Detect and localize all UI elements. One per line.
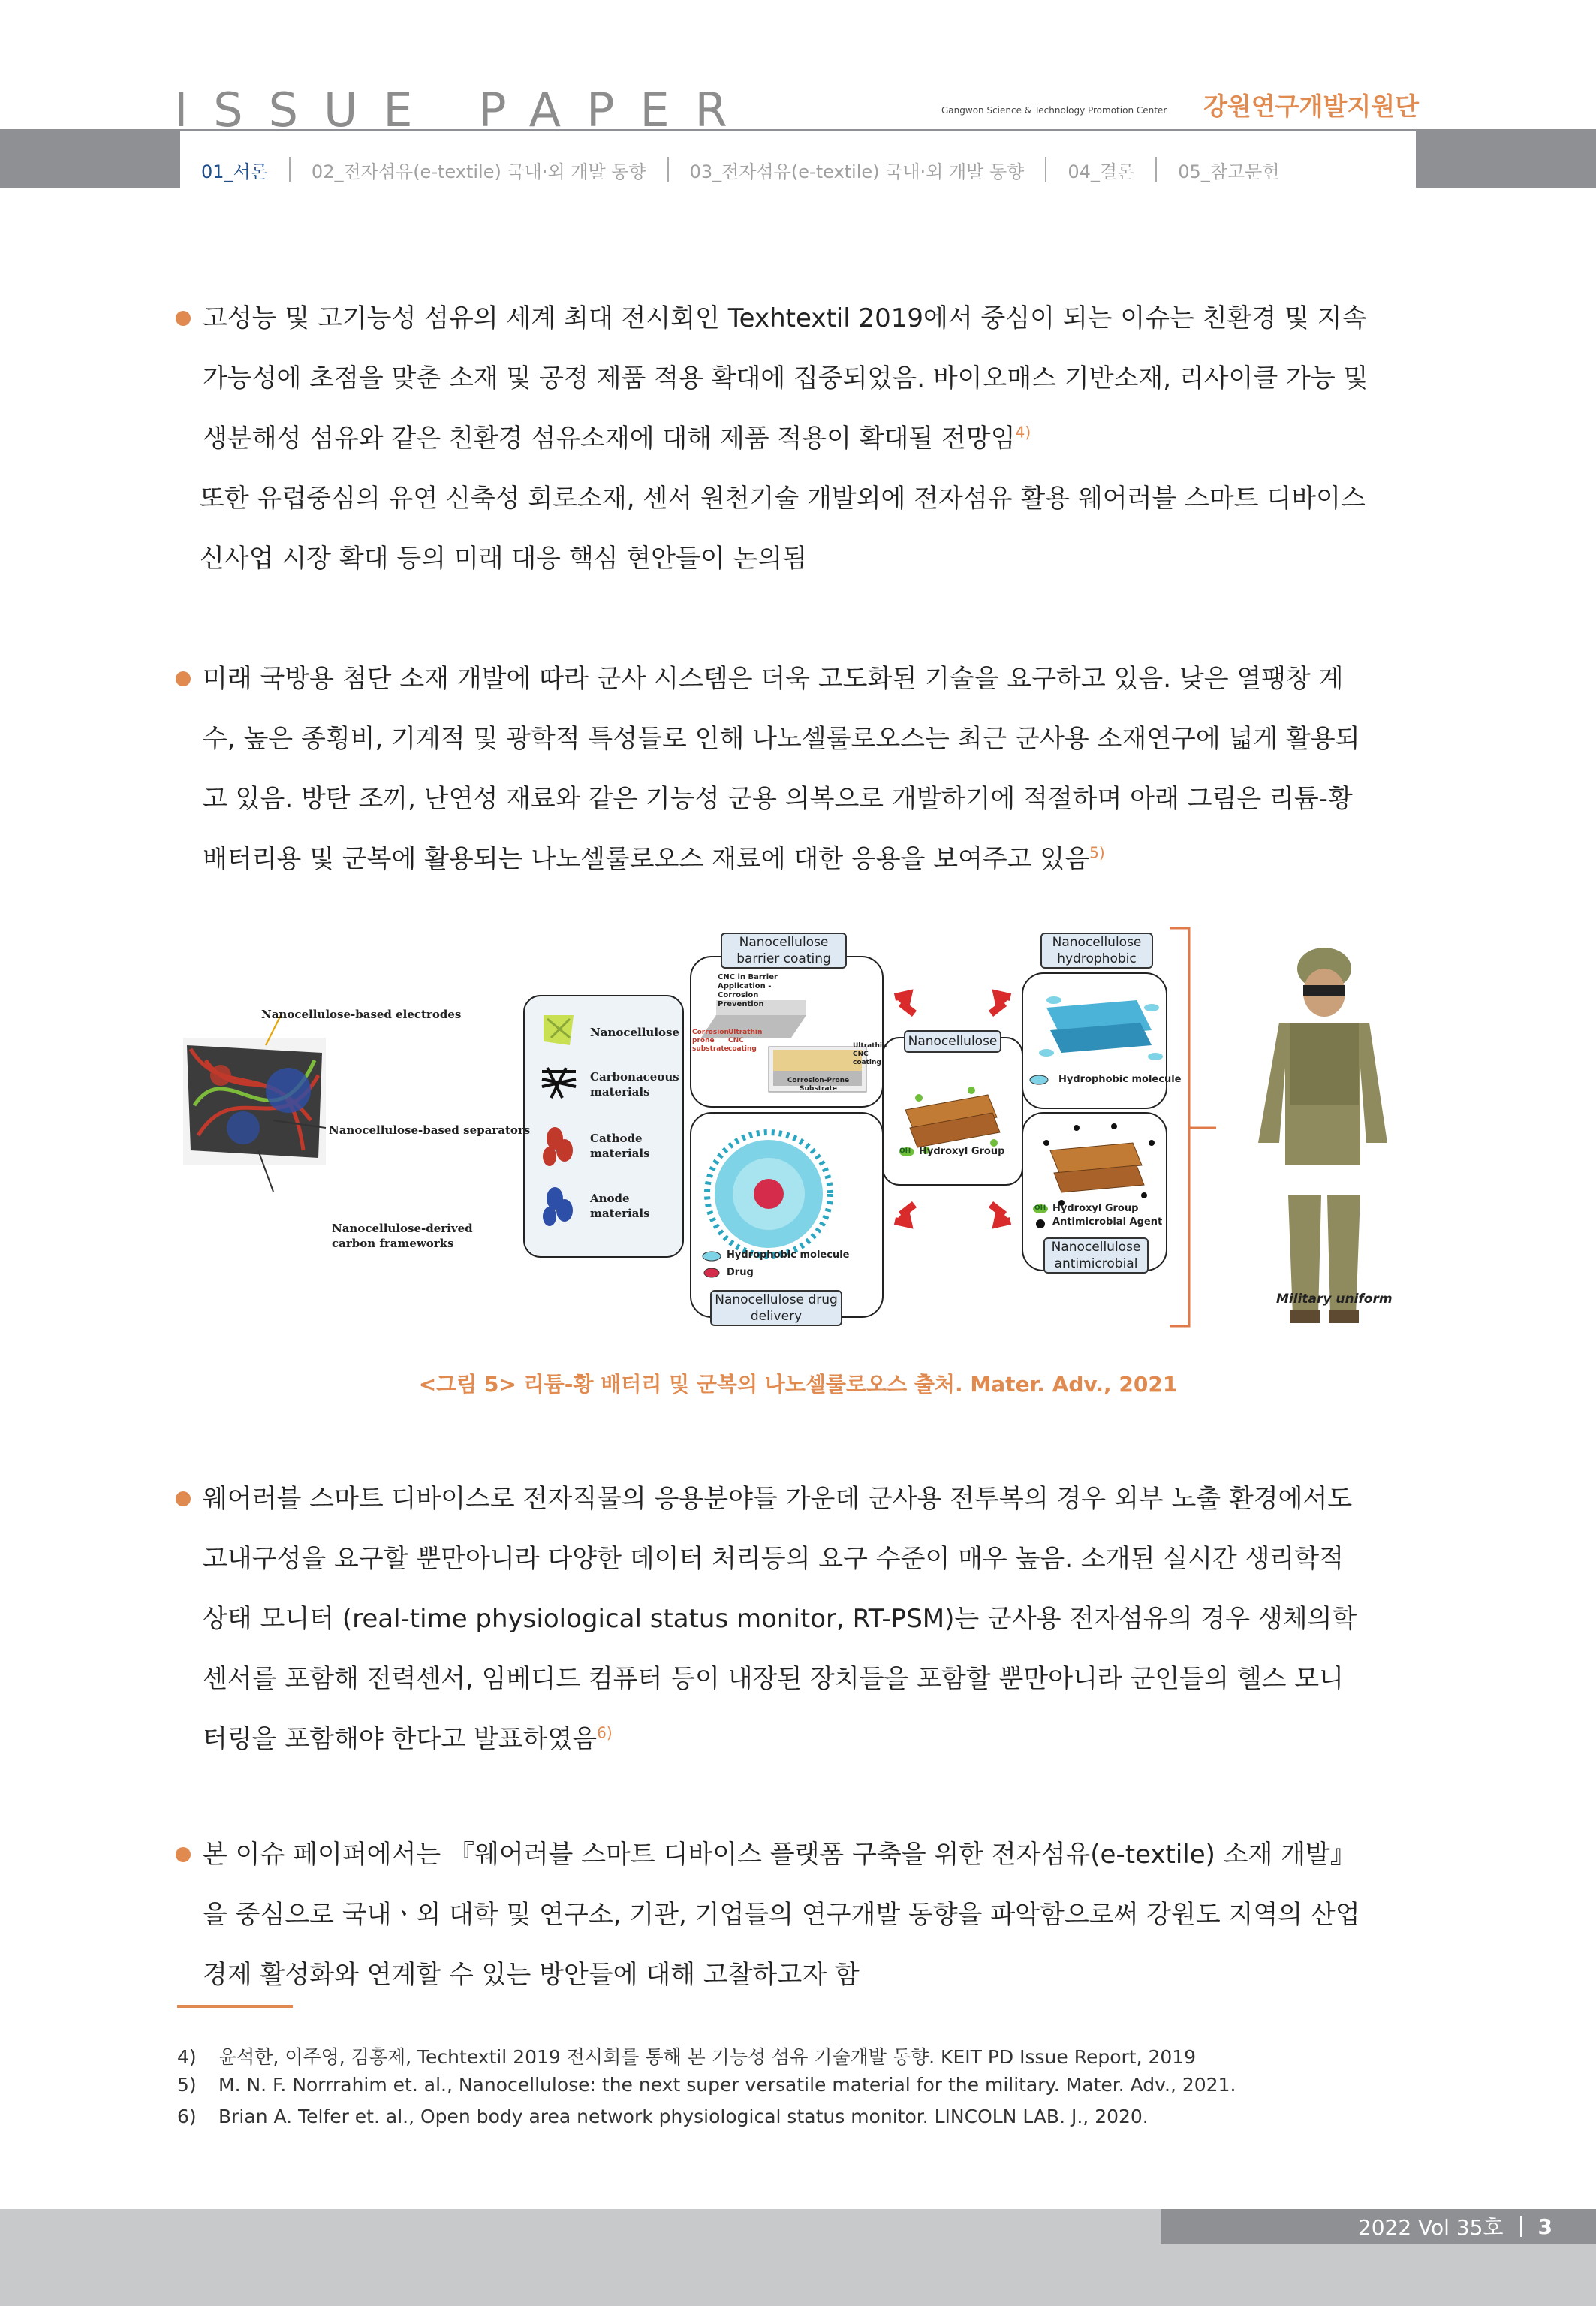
text-line: 고성능 및 고기능성 섬유의 세계 최대 전시회인 Texhtextil 2019에서 중심이 되는 이슈는 친환경 및 지속 <box>203 303 1367 333</box>
text-line: 미래 국방용 첨단 소재 개발에 따라 군사 시스템은 더욱 고도화된 기술을 요구하고 있음. 낮은 열팽창 계 <box>203 664 1344 694</box>
bullet-icon <box>176 1491 191 1506</box>
legend-anode: Anode materials <box>590 1192 650 1220</box>
label-carbon-frameworks: Nanocellulose-derived carbon frameworks <box>332 1222 473 1250</box>
footnote-ref[interactable]: 4) <box>1015 423 1031 442</box>
header-bar-right <box>1416 129 1596 188</box>
footnote-6 <box>177 2106 1149 2127</box>
text-line: 수, 높은 종횡비, 기계적 및 광학적 특성들로 인해 나노셀룰로오스는 최근 군사용 소재연구에 넓게 활용되 <box>203 724 1360 754</box>
box-barrier-coating: Nanocellulose barrier coating <box>721 933 847 969</box>
bullet-icon <box>176 671 191 686</box>
nav-references[interactable]: 05_참고문헌 <box>1178 161 1280 182</box>
text-line: 가능성에 초점을 맞춘 소재 및 공정 제품 적용 확대에 집중되었음. 바이오매스 기반소재, 리사이클 가능 및 <box>203 363 1369 393</box>
label-ultrathin: Ultrathin CNC coating <box>728 1029 763 1053</box>
bullet-icon <box>176 1847 191 1862</box>
text-line: 신사업 시장 확대 등의 미래 대응 핵심 현안들이 논의됨 <box>200 544 808 574</box>
legend-nanocellulose: Nanocellulose <box>590 1026 680 1039</box>
box-hydrophobic: Nanocellulose hydrophobic <box>1040 933 1153 969</box>
text-line-content: 배터리용 및 군복에 활용되는 나노셀룰로오스 재료에 대한 응용을 보여주고 있음 <box>203 844 1090 874</box>
soldier-image <box>1258 948 1387 1323</box>
footnote-rule <box>177 2005 293 2008</box>
nav-domestic-trends[interactable]: 02_전자섬유(e-textile) 국내·외 개발 동향 <box>311 161 646 182</box>
volume-label: 2022 Vol 35호 <box>1357 2215 1504 2240</box>
nav-overseas-trends[interactable]: 03_전자섬유(e-textile) 국내·외 개발 동향 <box>689 161 1025 182</box>
footer-divider <box>1520 2216 1522 2237</box>
label-hydrophobic-molecule: Hydrophobic molecule <box>1058 1074 1182 1085</box>
header-bar-left <box>0 129 180 188</box>
figure-caption: <그림 5> 리튬-황 배터리 및 군복의 나노셀룰로오스 출처. Mater. Adv., 2021 <box>418 1372 1178 1397</box>
label-separators: Nanocellulose-based separators <box>329 1123 531 1137</box>
footnote-4 <box>177 2042 1196 2069</box>
label-ultrathin-2: Ultrathin CNC coating <box>853 1042 887 1066</box>
box-antimicrobial: Nanocellulose antimicrobial <box>1043 1237 1149 1274</box>
label-drug: Drug <box>727 1267 754 1278</box>
nav-conclusion[interactable]: 04_결론 <box>1068 161 1135 182</box>
label-hydrophobic-molecule-2: Hydrophobic molecule <box>727 1249 850 1261</box>
label-oh-2: OH <box>1034 1204 1046 1212</box>
text-line: 웨어러블 스마트 디바이스로 전자직물의 응용분야들 가운데 군사용 전투복의 경우 외부 노출 환경에서도 <box>203 1484 1353 1514</box>
footnote-number: 4) <box>177 2046 197 2068</box>
section-nav <box>180 155 1416 185</box>
text-line: 경제 활성화와 연계할 수 있는 방안들에 대해 고찰하고자 함 <box>203 1960 860 1990</box>
text-line: 고 있음. 방탄 조끼, 난연성 재료와 같은 기능성 군용 의복으로 개발하기에 적절하며 아래 그림은 리튬-황 <box>203 784 1353 814</box>
text-line: 상태 모니터 (real-time physiological status monitor, RT-PSM)는 군사용 전자섬유의 경우 생체의학 <box>203 1604 1357 1634</box>
nanocellulose-legend-icon <box>544 1015 574 1045</box>
label-electrodes: Nanocellulose-based electrodes <box>261 1008 462 1021</box>
label-corrosion-prone: Corrosion prone substrate <box>692 1029 729 1053</box>
box-nanocellulose: Nanocellulose <box>904 1030 1001 1053</box>
text-line: 센서를 포함해 전력센서, 임베디드 컴퓨터 등이 내장된 장치들을 포함할 뿐만아니라 군인들의 헬스 모니 <box>203 1664 1344 1694</box>
text-line-content: 터링을 포함해야 한다고 발표하였음 <box>203 1724 598 1754</box>
text-line <box>177 829 1420 889</box>
footnote-text: M. N. F. Norrrahim et. al., Nanocellulose: the next super versatile material for the military. Mater. Adv., 2021. <box>218 2074 1236 2096</box>
text-line-content: 생분해성 섬유와 같은 친환경 섬유소재에 대해 제품 적용이 확대될 전망임 <box>203 424 1016 454</box>
text-line: 을 중심으로 국내ㆍ외 대학 및 연구소, 기관, 기업들의 연구개발 동향을 파악함으로써 강원도 지역의 산업 <box>203 1900 1360 1930</box>
center-name-english: Gangwon Science & Technology Promotion Center <box>941 105 1167 116</box>
footnote-5 <box>177 2074 1236 2096</box>
box-drug-delivery: Nanocellulose drug delivery <box>710 1290 842 1326</box>
organization-name: 강원연구개발지원단 <box>1203 92 1419 121</box>
footnote-text: 윤석한, 이주영, 김홍제, Techtextil 2019 전시회를 통해 본 기능성 섬유 기술개발 동향. KEIT PD Issue Report, 2019 <box>218 2046 1197 2068</box>
footnote-number: 6) <box>177 2106 197 2127</box>
label-barrier-app: CNC in Barrier Application - Corrosion Prevention <box>718 973 778 1008</box>
paragraph-rt-psm <box>177 1469 1420 1769</box>
paragraph-military-nanocellulose <box>177 649 1420 889</box>
page-number: 3 <box>1537 2214 1552 2239</box>
footnote-text: Brian A. Telfer et. al., Open body area network physiological status monitor. LINCOLN LAB. J., 2020. <box>218 2106 1149 2127</box>
label-oh: OH <box>899 1147 911 1155</box>
text-line: 본 이슈 페이퍼에서는 『웨어러블 스마트 디바이스 플랫폼 구축을 위한 전자섬유(e-textile) 소재 개발』 <box>203 1840 1356 1870</box>
electrode-structure-image <box>183 1038 326 1165</box>
text-line <box>177 1709 1420 1769</box>
label-antimicrobial-agent: Antimicrobial Agent <box>1052 1216 1163 1228</box>
text-line: 또한 유럽중심의 유연 신축성 회로소재, 센서 원천기술 개발외에 전자섬유 활용 웨어러블 스마트 디바이스 <box>200 484 1366 514</box>
bullet-icon <box>176 311 191 326</box>
paragraph-issue-paper-scope <box>177 1825 1420 2005</box>
label-hydroxyl: Hydroxyl Group <box>919 1146 1005 1157</box>
label-hydroxyl-2: Hydroxyl Group <box>1052 1203 1139 1214</box>
footnote-ref[interactable]: 5) <box>1089 843 1105 862</box>
issue-paper-title: ISSUE PAPER <box>174 83 753 137</box>
footnote-ref[interactable]: 6) <box>597 1723 613 1742</box>
label-military-uniform: Military uniform <box>1276 1292 1393 1307</box>
paragraph-texhtextil <box>177 288 1420 589</box>
text-line <box>177 408 1420 469</box>
legend-cathode: Cathode materials <box>590 1132 650 1160</box>
figure-nanocellulose-applications <box>176 925 1422 1331</box>
footnote-number: 5) <box>177 2074 197 2096</box>
legend-carbonaceous: Carbonaceous materials <box>590 1070 679 1099</box>
text-line: 고내구성을 요구할 뿐만아니라 다양한 데이터 처리등의 요구 수준이 매우 높음. 소개된 실시간 생리학적 <box>203 1544 1344 1574</box>
nav-intro[interactable]: 01_서론 <box>201 161 268 182</box>
footer-page-tab <box>1161 2209 1596 2244</box>
label-corrosion-substrate: Corrosion-Prone Substrate <box>787 1077 850 1093</box>
